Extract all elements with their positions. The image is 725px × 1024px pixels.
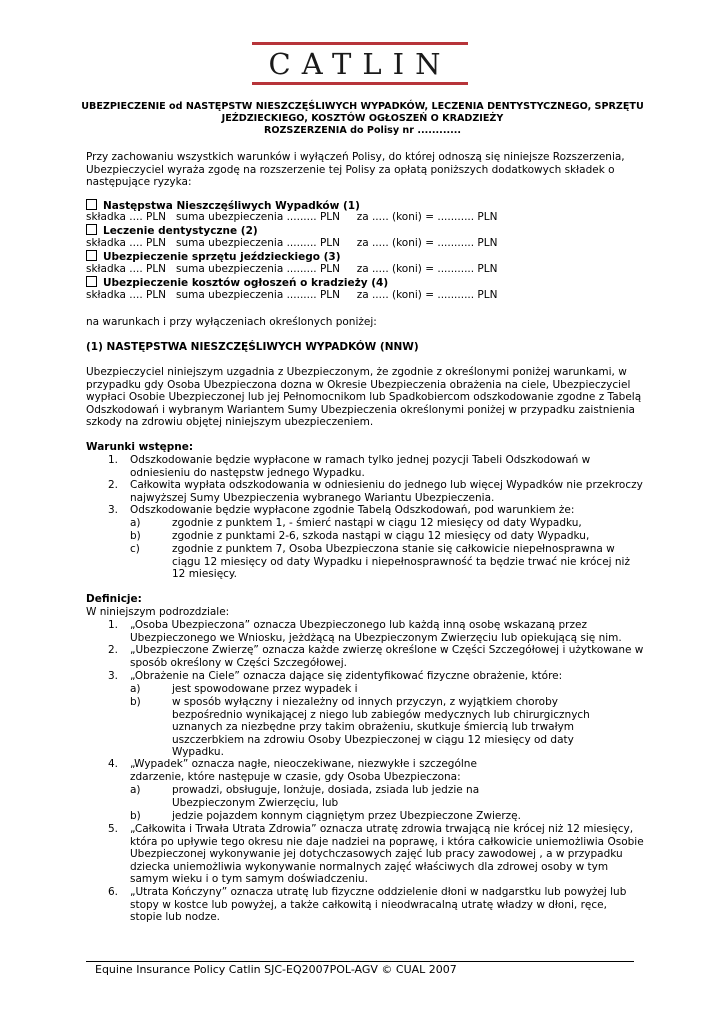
logo-top-bar: [252, 42, 468, 45]
prelim-3c-text: zgodnie z punktem 7, Osoba Ubezpieczona stanie się całkowicie niepełnosprawna w ciągu 12 miesięcy od daty Wypadku i niepełnosprawność ta będzie trwać nie krócej niż 12 miesięcy.: [172, 543, 630, 581]
document-title-line-1: UBEZPIECZENIE od NASTĘPSTW NIESZCZĘŚLIWYCH WYPADKÓW, LECZENIA DENTYSTYCZNEGO, SPRZĘTU: [81, 101, 644, 112]
prelim-3b-letter: b): [130, 530, 141, 542]
definition-2-text: „Ubezpieczone Zwierzę” oznacza każde zwierzę określone w Części Szczegółowej i użytkowane w sposób określony w Części Szczegółowej.: [130, 644, 644, 669]
prelim-3a-text: zgodnie z punktem 1, - śmierć nastąpi w ciągu 12 miesięcy od daty Wypadku,: [172, 517, 582, 529]
prelim-3c-letter: c): [130, 543, 140, 555]
checkbox-equipment[interactable]: [86, 250, 97, 261]
option-theft-ads-premium: składka .... PLN suma ubezpieczenia ......... PLN za ..... (koni) = ........... PLN: [86, 289, 498, 301]
definition-3b-text: w sposób wyłączny i niezależny od innych przyczyn, z wyjątkiem choroby bezpośrednio wynikającej z niego lub zabiegów medycznych lub chirurgicznych uznanych za niezbędne przy takim obrażeniu, skutkuje śmiercią lub trwałym uszczerbkiem na zdrowiu Osoby Ubezpieczonej w ciągu 12 miesięcy od daty Wypadku.: [172, 696, 590, 759]
definitions-heading: Definicje:: [86, 593, 142, 605]
checkbox-nnw[interactable]: [86, 199, 97, 210]
prelim-3-text: Odszkodowanie będzie wypłacone zgodnie Tabelą Odszkodowań, pod warunkiem że:: [130, 504, 575, 516]
definition-3b-letter: b): [130, 696, 141, 708]
option-nnw-premium: składka .... PLN suma ubezpieczenia ......... PLN za ..... (koni) = ........... PLN: [86, 211, 498, 223]
definition-6-number: 6.: [108, 886, 119, 898]
option-theft-ads-label: Ubezpieczenie kosztów ogłoszeń o kradzieży (4): [103, 277, 389, 289]
definition-4a-text: prowadzi, obsługuje, lonżuje, dosiada, zsiada lub jedzie na Ubezpieczonym Zwierzęciu, lub: [172, 784, 480, 809]
logo-bottom-bar: [252, 82, 468, 85]
intro-paragraph: Przy zachowaniu wszystkich warunków i wyłączeń Polisy, do której odnoszą się niniejsze Rozszerzenia, Ubezpieczyciel wyraża zgodę na rozszerzenie tej Polisy za opłatą poniższych dodatkowych składek o następujące ryzyka:: [86, 151, 625, 189]
definition-4b-letter: b): [130, 810, 141, 822]
option-equipment-premium: składka .... PLN suma ubezpieczenia ......... PLN za ..... (koni) = ........... PLN: [86, 263, 498, 275]
definition-4-number: 4.: [108, 758, 119, 770]
option-dental-premium: składka .... PLN suma ubezpieczenia ......... PLN za ..... (koni) = ........... PLN: [86, 237, 498, 249]
prelim-1-number: 1.: [108, 454, 119, 466]
option-equipment-label: Ubezpieczenie sprzętu jeździeckiego (3): [103, 251, 341, 263]
prelim-2-number: 2.: [108, 479, 119, 491]
prelim-1-text: Odszkodowanie będzie wypłacone w ramach tylko jednej pozycji Tabeli Odszkodowań w odniesieniu do następstw jednego Wypadku.: [130, 454, 591, 479]
option-dental: [86, 224, 258, 238]
option-nnw-label: Następstwa Nieszczęśliwych Wypadków (1): [103, 200, 360, 212]
document-title-line-3: ROZSZERZENIA do Polisy nr ............: [263, 125, 462, 136]
option-equipment: [86, 250, 341, 264]
conditions-note: na warunkach i przy wyłączeniach określonych poniżej:: [86, 316, 377, 328]
definition-3a-letter: a): [130, 683, 141, 695]
definition-5-text: „Całkowita i Trwała Utrata Zdrowia” oznacza utratę zdrowia trwającą nie krócej niż 12 miesięcy, która po upływie tego okresu nie daje nadziei na poprawę, i która całkowicie uniemożliwia Osobie Ubezpieczonej wykonywanie jej dotychczasowych zajęć lub pracy zawodowej , a w przypadku dziecka uniemożliwia wykonywanie normalnych zajęć właściwych dla zdrowej osoby w tym samym wieku i o tym samym doświadczeniu.: [130, 823, 644, 886]
prelim-3a-letter: a): [130, 517, 141, 529]
option-dental-label: Leczenie dentystyczne (2): [103, 225, 258, 237]
definition-6-text: „Utrata Kończyny” oznacza utratę lub fizyczne oddzielenie dłoni w nadgarstku lub powyżej lub stopy w kostce lub powyżej, a także całkowitą i nieodwracalną utratę władzy w dłoni, ręce, stopie lub nodze.: [130, 886, 627, 924]
document-title-line-2: JEŹDZIECKIEGO, KOSZTÓW OGŁOSZEŃ O KRADZIEŻY: [221, 113, 504, 124]
definition-4-text: „Wypadek” oznacza nagłe, nieoczekiwane, niezwykłe i szczególne zdarzenie, które następuje w czasie, gdy Osoba Ubezpieczona:: [130, 758, 477, 783]
prelim-heading: Warunki wstępne:: [86, 441, 194, 453]
option-theft-ads: [86, 276, 388, 290]
checkbox-dental[interactable]: [86, 224, 97, 235]
definition-5-number: 5.: [108, 823, 119, 835]
definitions-intro: W niniejszym podrozdziale:: [86, 606, 230, 618]
section-1-paragraph: Ubezpieczyciel niniejszym uzgadnia z Ubezpieczonym, że zgodnie z określonymi poniżej warunkami, w przypadku gdy Osoba Ubezpieczona dozna w Okresie Ubezpieczenia obrażenia na ciele, Ubezpieczyciel wypłaci Osobie Ubezpieczonej lub jej Pełnomocnikom lub Spadkobiercom odszkodowanie zgodne z Tabelą Odszkodowań i wybranym Wariantem Sumy Ubezpieczenia określonymi poniżej w przypadku zaistnienia szkody na zdrowiu objętej niniejszym ubezpieczeniem.: [86, 366, 642, 429]
section-1-heading: (1) NASTĘPSTWA NIESZCZĘŚLIWYCH WYPADKÓW (NNW): [86, 341, 419, 353]
catlin-logo: CATLIN: [268, 47, 452, 81]
definition-2-number: 2.: [108, 644, 119, 656]
definition-1-text: „Osoba Ubezpieczona” oznacza Ubezpieczonego lub każdą inną osobę wskazaną przez Ubezpieczonego we Wniosku, jeżdżącą na Ubezpieczonym Zwierzęciu lub opiekującą się nim.: [130, 619, 622, 644]
definition-3a-text: jest spowodowane przez wypadek i: [172, 683, 358, 695]
prelim-2-text: Całkowita wypłata odszkodowania w odniesieniu do jednego lub więcej Wypadków nie przekroczy najwyższej Sumy Ubezpieczenia wybranego Wariantu Ubezpieczenia.: [130, 479, 643, 504]
prelim-3b-text: zgodnie z punktami 2-6, szkoda nastąpi w ciągu 12 miesięcy od daty Wypadku,: [172, 530, 590, 542]
footer-text: Equine Insurance Policy Catlin SJC-EQ2007POL-AGV © CUAL 2007: [95, 963, 457, 976]
definition-4a-letter: a): [130, 784, 141, 796]
definition-3-number: 3.: [108, 670, 119, 682]
checkbox-theft-ads[interactable]: [86, 276, 97, 287]
definition-4b-text: jedzie pojazdem konnym ciągniętym przez Ubezpieczone Zwierzę.: [172, 810, 521, 822]
prelim-3-number: 3.: [108, 504, 119, 516]
definition-3-text: „Obrażenie na Ciele” oznacza dające się zidentyfikować fizyczne obrażenie, które:: [130, 670, 563, 682]
definition-1-number: 1.: [108, 619, 119, 631]
footer-rule: [86, 961, 634, 962]
